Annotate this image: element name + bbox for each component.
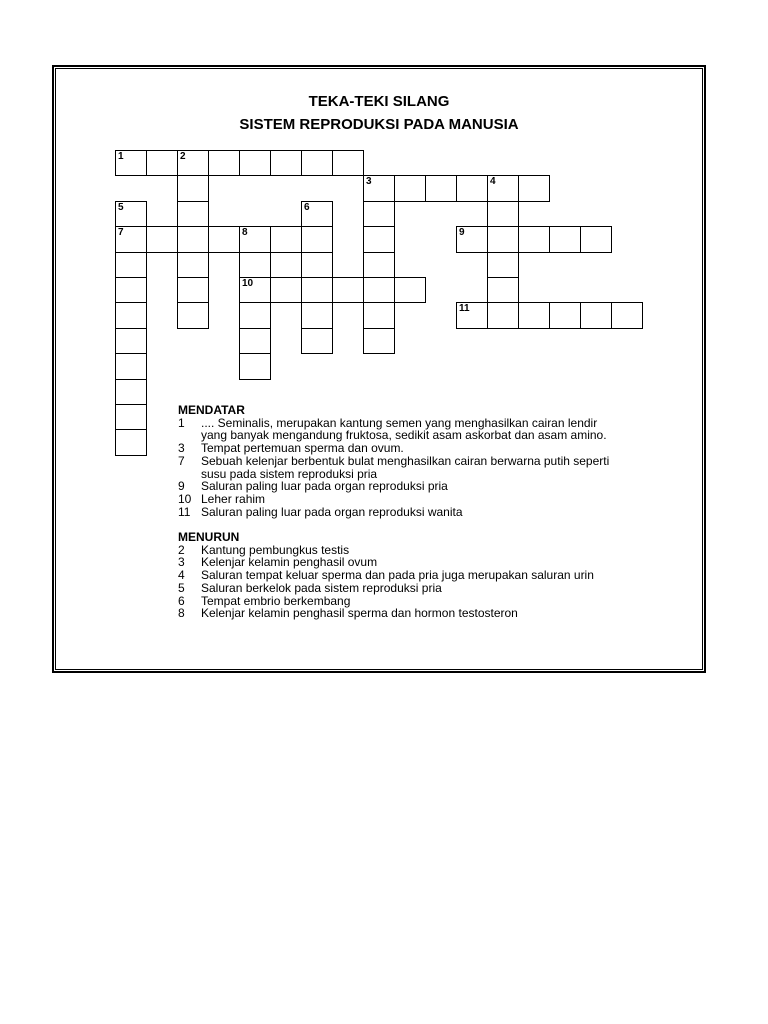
crossword-cell	[115, 226, 147, 253]
clue-text: Kelenjar kelamin penghasil sperma dan hormon testosteron	[201, 606, 518, 621]
crossword-cell	[487, 175, 519, 202]
crossword-cell	[301, 226, 333, 253]
section-spacer	[178, 518, 678, 531]
crossword-cell	[239, 252, 271, 278]
clue-number: 8	[178, 606, 185, 621]
clue-text: Leher rahim	[201, 491, 266, 506]
clue-number: 3	[178, 555, 185, 570]
clue-number: 6	[178, 593, 185, 608]
crossword-cell	[363, 277, 395, 303]
crossword-cell	[177, 150, 209, 176]
page-subtitle: SISTEM REPRODUKSI PADA MANUSIA	[239, 116, 519, 133]
crossword-cell	[456, 175, 488, 202]
clue-text-block	[201, 455, 609, 480]
cell-number: 11	[459, 303, 470, 314]
crossword-cell	[208, 226, 240, 253]
crossword-cell	[270, 150, 302, 176]
crossword-cell	[239, 277, 271, 303]
clue-text: Saluran tempat keluar sperma dan pada pria juga merupakan saluran urin	[201, 568, 594, 583]
crossword-cell	[518, 175, 550, 202]
crossword-cell	[146, 150, 178, 176]
crossword-cell	[301, 302, 333, 329]
clue-text-block	[201, 607, 518, 620]
clue-number: 1	[178, 415, 185, 430]
crossword-cell	[301, 252, 333, 278]
clue-text: Saluran paling luar pada organ reproduksi wanita	[201, 504, 463, 519]
clue-number: 9	[178, 479, 185, 494]
crossword-cell	[177, 277, 209, 303]
crossword-cell	[332, 150, 364, 176]
crossword-cell	[115, 302, 147, 329]
clue-text: yang banyak mengandung fruktosa, sedikit asam askorbat dan asam amino.	[201, 428, 607, 443]
clue-text-block	[201, 417, 607, 442]
clue-down-4	[178, 569, 678, 582]
crossword-cell	[518, 302, 550, 329]
crossword-cell	[115, 429, 147, 456]
crossword-cell	[487, 277, 519, 303]
crossword-cell	[363, 252, 395, 278]
crossword-cell	[363, 201, 395, 227]
crossword-cell	[363, 226, 395, 253]
clue-down-8	[178, 607, 678, 620]
crossword-cell	[270, 277, 302, 303]
crossword-cell	[208, 150, 240, 176]
cell-number: 1	[118, 151, 124, 162]
crossword-cell	[115, 252, 147, 278]
crossword-cell	[456, 302, 488, 329]
crossword-cell	[239, 353, 271, 380]
crossword-cell	[332, 277, 364, 303]
clue-across-1	[178, 417, 678, 442]
crossword-cell	[549, 226, 581, 253]
clue-text: Kelenjar kelamin penghasil ovum	[201, 555, 378, 570]
crossword-cell	[394, 277, 426, 303]
crossword-cell	[301, 277, 333, 303]
clue-number: 5	[178, 580, 185, 595]
crossword-cell	[239, 226, 271, 253]
crossword-cell	[456, 226, 488, 253]
page-title: TEKA-TEKI SILANG	[308, 93, 450, 110]
crossword-cell	[115, 353, 147, 380]
clue-number: 4	[178, 568, 185, 583]
clue-text-block	[201, 569, 594, 582]
crossword-cell	[363, 175, 395, 202]
crossword-cell	[177, 252, 209, 278]
title-block	[52, 90, 706, 136]
crossword-cell	[394, 175, 426, 202]
clue-text: Tempat pertemuan sperma dan ovum.	[201, 441, 404, 456]
clue-text: Tempat embrio berkembang	[201, 593, 351, 608]
cell-number: 6	[304, 202, 310, 213]
crossword-cell	[301, 150, 333, 176]
crossword-cell	[301, 201, 333, 227]
cell-number: 3	[366, 176, 372, 187]
clue-text: susu pada sistem reproduksi pria	[201, 466, 378, 481]
crossword-cell	[301, 328, 333, 354]
crossword-cell	[115, 277, 147, 303]
clue-text: Saluran berkelok pada sistem reproduksi pria	[201, 580, 442, 595]
clue-across-7	[178, 455, 678, 480]
clue-text: Saluran paling luar pada organ reproduksi pria	[201, 479, 448, 494]
cell-number: 5	[118, 202, 124, 213]
across-heading: MENDATAR	[178, 403, 245, 417]
clues-section	[178, 404, 678, 620]
cell-number: 2	[180, 151, 186, 162]
clue-across-3	[178, 442, 678, 455]
crossword-cell	[487, 226, 519, 253]
crossword-cell	[487, 201, 519, 227]
cell-number: 7	[118, 227, 124, 238]
cell-number: 9	[459, 227, 465, 238]
clue-across-11	[178, 506, 678, 519]
crossword-cell	[518, 226, 550, 253]
crossword-cell	[177, 175, 209, 202]
crossword-cell	[177, 302, 209, 329]
crossword-cell	[487, 252, 519, 278]
crossword-cell	[580, 226, 612, 253]
clue-text: .... Seminalis, merupakan kantung semen yang menghasilkan cairan lendir	[201, 415, 598, 430]
down-heading: MENURUN	[178, 530, 240, 545]
crossword-cell	[239, 150, 271, 176]
clue-number: 3	[178, 441, 185, 456]
clue-across-10	[178, 493, 678, 506]
crossword-cell	[611, 302, 643, 329]
clue-text: Kantung pembungkus testis	[201, 542, 350, 557]
crossword-cell	[177, 226, 209, 253]
clue-text-block	[201, 506, 463, 519]
clue-number: 10	[178, 491, 192, 506]
crossword-cell	[363, 328, 395, 354]
crossword-cell	[115, 379, 147, 405]
crossword-cell	[115, 328, 147, 354]
cell-number: 4	[490, 176, 496, 187]
crossword-cell	[239, 302, 271, 329]
crossword-cell	[177, 201, 209, 227]
crossword-cell	[487, 302, 519, 329]
clue-text-block	[201, 493, 265, 506]
crossword-cell	[239, 328, 271, 354]
clue-number: 11	[178, 504, 191, 519]
crossword-cell	[115, 150, 147, 176]
clue-text-block	[201, 442, 404, 455]
crossword-cell	[146, 226, 178, 253]
crossword-cell	[363, 302, 395, 329]
crossword-cell	[115, 201, 147, 227]
crossword-cell	[549, 302, 581, 329]
clue-number: 7	[178, 453, 185, 468]
clue-text-block	[201, 582, 442, 595]
clue-down-5	[178, 582, 678, 595]
crossword-cell	[115, 404, 147, 430]
crossword-cell	[425, 175, 457, 202]
crossword-cell	[580, 302, 612, 329]
crossword-cell	[270, 226, 302, 253]
cell-number: 10	[242, 278, 254, 289]
clue-number: 2	[178, 542, 185, 557]
cell-number: 8	[242, 227, 248, 238]
clue-text: Sebuah kelenjar berbentuk bulat menghasilkan cairan berwarna putih seperti	[201, 453, 610, 468]
